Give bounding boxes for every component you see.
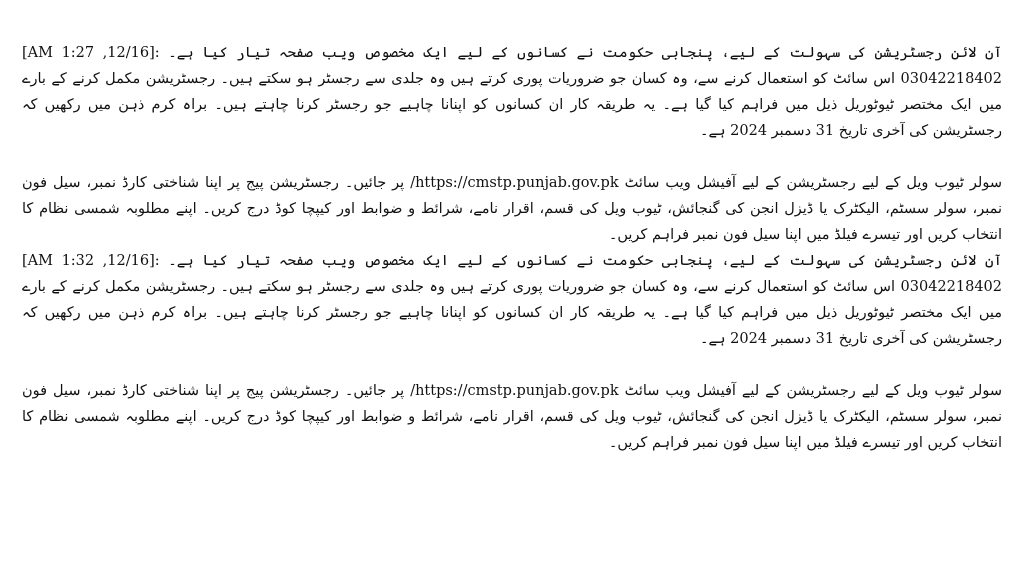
message-paragraph: آن لائن رجسٹریشن کی سہولت کے لیے، پنجابی حکومت نے کسانوں کے لیے ایک مخصوص ویب صفحہ تیار کیا ہے۔ :[12/16, 1:27 AM] 03042218402 اس سائٹ کو استعمال کرنے سے، وہ کسان جو ضروریات پوری کرتے ہیں وہ جلدی سے رجسٹر ہو سکتے ہیں۔ رجسٹریشن مکمل کرنے کے بارے میں ایک مختصر ٹیوٹوریل ذیل میں فراہم کیا گیا ہے۔ یہ طریقہ کار ان کسانوں کو اپنانا چاہیے جو رجسٹر کرنا چاہتے ہیں۔ براہ کرم ذہن میں رکھیں کہ رجسٹریشن کی آخری تاریخ 31 دسمبر 2024 ہے۔ [22, 45, 1003, 139]
message-block [22, 248, 1002, 456]
message-block [22, 40, 1002, 248]
message-paragraph: سولر ٹیوب ویل کے لیے رجسٹریشن کے لیے آفیشل ویب سائٹ https://cmstp.punjab.gov.pk/ پر جائیں۔ رجسٹریشن پیج پر اپنا شناختی کارڈ نمبر، سیل فون نمبر، سولر سسٹم، الیکٹرک یا ڈیزل انجن کی گنجائش، ٹیوب ویل کی قسم، اقرار نامے، شرائط و ضوابط اور کیپچا کوڈ درج کریں۔ اپنے مطلوبہ شمسی نظام کا انتخاب کریں اور تیسرے فیلڈ میں اپنا سیل فون نمبر فراہم کریں۔ [22, 175, 1002, 243]
document-body [22, 40, 1002, 456]
message-paragraph: آن لائن رجسٹریشن کی سہولت کے لیے، پنجابی حکومت نے کسانوں کے لیے ایک مخصوص ویب صفحہ تیار کیا ہے۔ :[12/16, 1:32 AM] 03042218402 اس سائٹ کو استعمال کرنے سے، وہ کسان جو ضروریات پوری کرتے ہیں وہ جلدی سے رجسٹر ہو سکتے ہیں۔ رجسٹریشن مکمل کرنے کے بارے میں ایک مختصر ٹیوٹوریل ذیل میں فراہم کیا گیا ہے۔ یہ طریقہ کار ان کسانوں کو اپنانا چاہیے جو رجسٹر کرنا چاہتے ہیں۔ براہ کرم ذہن میں رکھیں کہ رجسٹریشن کی آخری تاریخ 31 دسمبر 2024 ہے۔ [22, 253, 1003, 347]
message-paragraph: سولر ٹیوب ویل کے لیے رجسٹریشن کے لیے آفیشل ویب سائٹ https://cmstp.punjab.gov.pk/ پر جائیں۔ رجسٹریشن پیج پر اپنا شناختی کارڈ نمبر، سیل فون نمبر، سولر سسٹم، الیکٹرک یا ڈیزل انجن کی گنجائش، ٹیوب ویل کی قسم، اقرار نامے، شرائط و ضوابط اور کیپچا کوڈ درج کریں۔ اپنے مطلوبہ شمسی نظام کا انتخاب کریں اور تیسرے فیلڈ میں اپنا سیل فون نمبر فراہم کریں۔ [22, 383, 1002, 451]
